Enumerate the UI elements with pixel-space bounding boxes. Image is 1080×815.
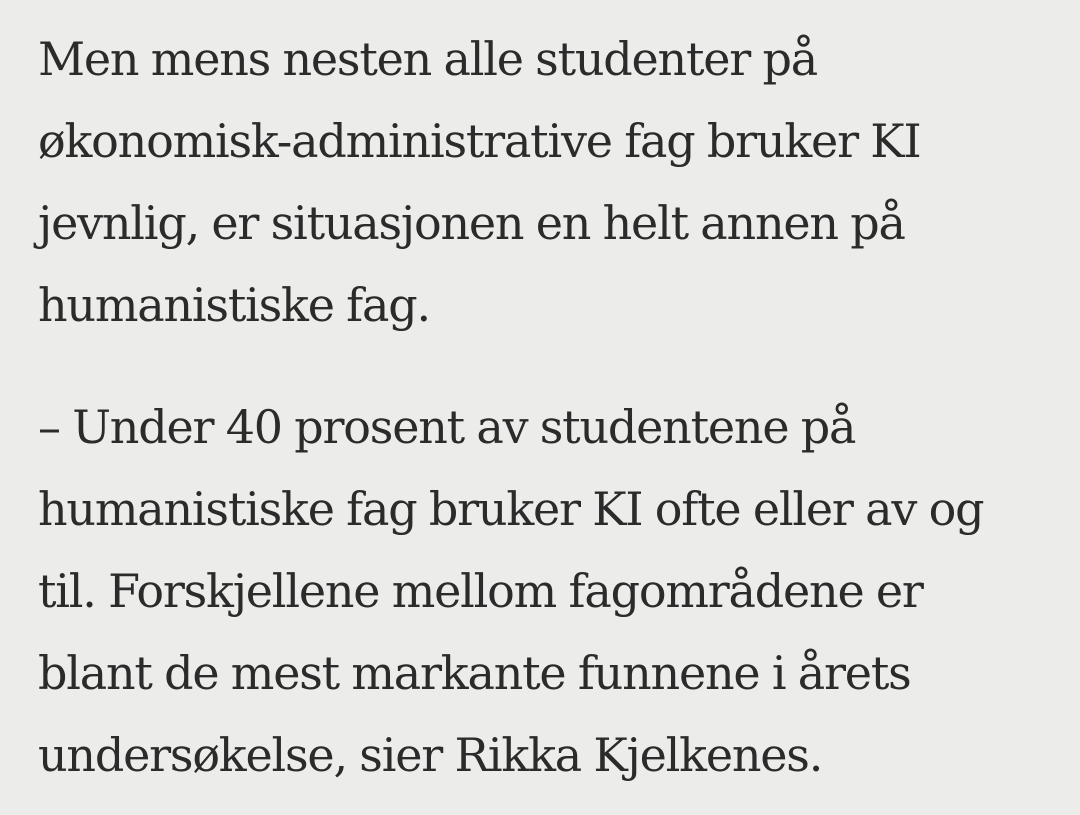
article-paragraph <box>38 18 1042 346</box>
paragraph-line: økonomisk-administrative fag bruker KI <box>38 114 921 168</box>
paragraph-line: humanistiske fag bruker KI ofte eller av og <box>38 482 984 536</box>
paragraph-line: til. Forskjellene mellom fagområdene er <box>38 564 923 618</box>
paragraph-line: humanistiske fag. <box>38 278 430 332</box>
paragraph-line: – Under 40 prosent av studentene på <box>38 400 856 454</box>
paragraph-line: blant de mest markante funnene i årets <box>38 646 911 700</box>
paragraph-line: undersøkelse, sier Rikka Kjelkenes. <box>38 728 823 782</box>
paragraph-line: jevnlig, er situasjonen en helt annen på <box>38 196 905 250</box>
article-quote-paragraph <box>38 386 1042 796</box>
paragraph-line: Men mens nesten alle studenter på <box>38 32 817 86</box>
